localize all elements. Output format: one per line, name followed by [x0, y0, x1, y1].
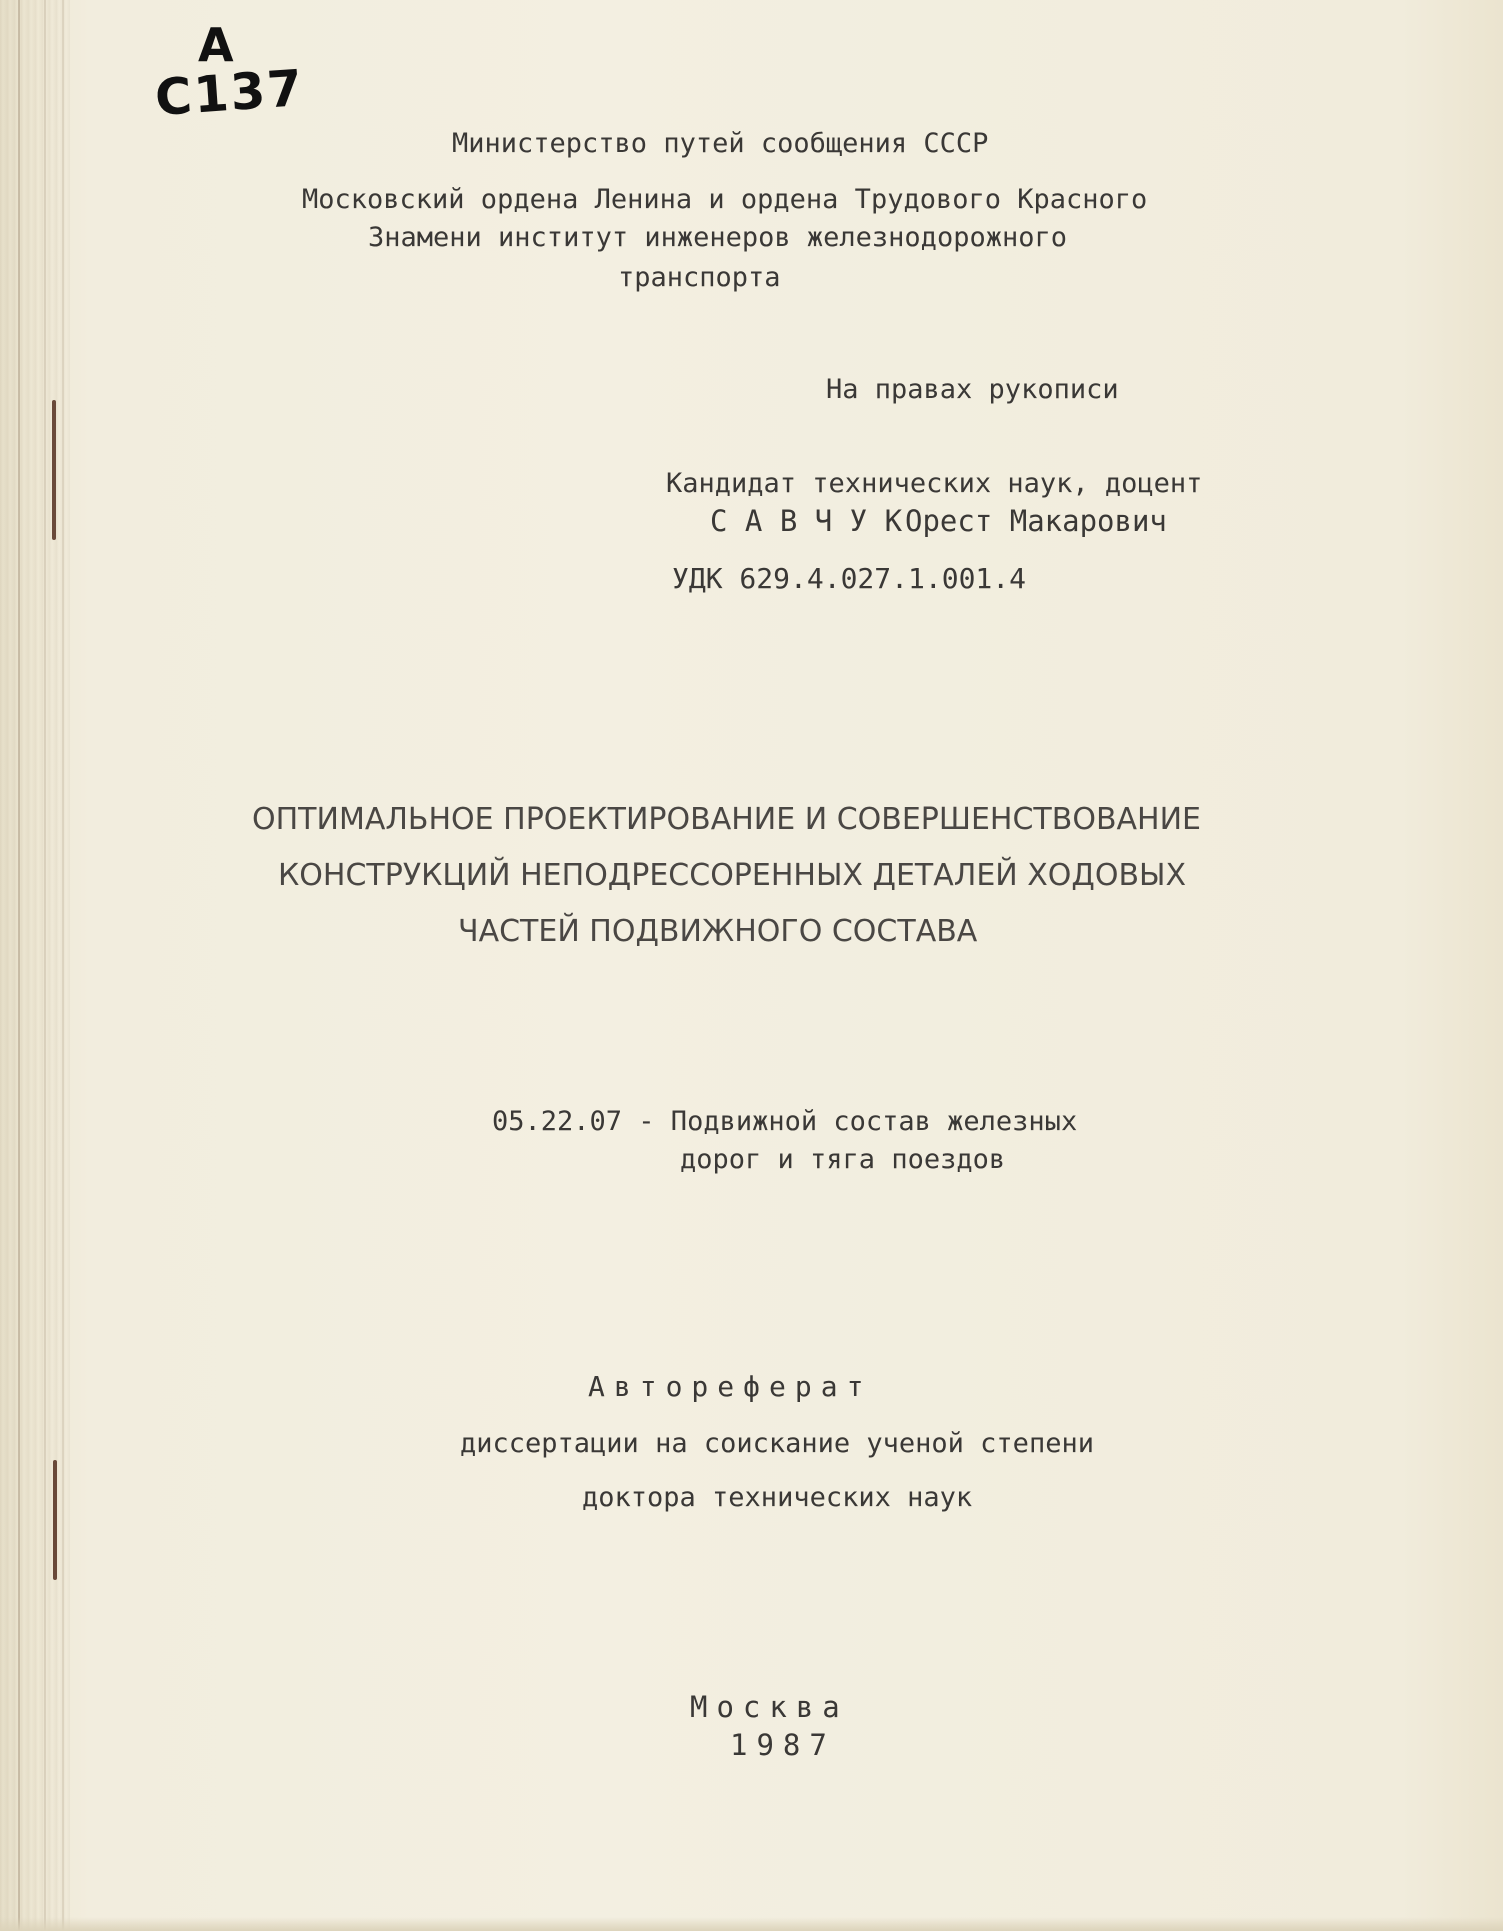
specialty-code-line-2: дорог и тяга поездов — [680, 1144, 1006, 1175]
dissertation-title-line-1: ОПТИМАЛЬНОЕ ПРОЕКТИРОВАНИЕ И СОВЕРШЕНСТВОВАНИЕ — [252, 802, 1202, 837]
abstract-heading: Автореферат — [588, 1370, 873, 1403]
handwritten-shelfmark-number: С137 — [153, 58, 306, 128]
dissertation-title-line-2: КОНСТРУКЦИЙ НЕПОДРЕССОРЕННЫХ ДЕТАЛЕЙ ХОДОВЫХ — [278, 858, 1187, 893]
staple-mark — [53, 1460, 57, 1580]
page-bottom-edge — [0, 1917, 1503, 1931]
spine-crease — [62, 0, 64, 1931]
institute-name-line-1: Московский ордена Ленина и ордена Трудового Красного — [302, 184, 1148, 215]
publication-city: Москва — [690, 1690, 849, 1724]
spine-crease — [18, 0, 20, 1931]
institute-name-line-2: Знамени институт инженеров железнодорожного — [368, 222, 1067, 253]
specialty-code-line-1: 05.22.07 - Подвижной состав железных — [492, 1106, 1078, 1137]
institute-name-line-3: транспорта — [618, 262, 781, 293]
publication-year: 1987 — [730, 1728, 836, 1762]
handwritten-shelfmark-letter: А — [198, 18, 236, 72]
staple-mark — [52, 400, 56, 540]
rights-note: На правах рукописи — [826, 374, 1119, 405]
binding-spine — [0, 0, 70, 1931]
author-given-names: Орест Макарович — [905, 504, 1167, 538]
author-degree: Кандидат технических наук, доцент — [666, 468, 1203, 499]
dissertation-title-line-3: ЧАСТЕЙ ПОДВИЖНОГО СОСТАВА — [458, 914, 978, 949]
udk-code: УДК 629.4.027.1.001.4 — [672, 562, 1027, 595]
ministry-name: Министерство путей сообщения СССР — [452, 128, 989, 159]
author-surname: С А В Ч У К — [710, 504, 903, 538]
spine-crease — [44, 0, 46, 1931]
abstract-description-line-1: диссертации на соискание ученой степени — [460, 1428, 1094, 1459]
abstract-description-line-2: доктора технических наук — [582, 1482, 973, 1513]
